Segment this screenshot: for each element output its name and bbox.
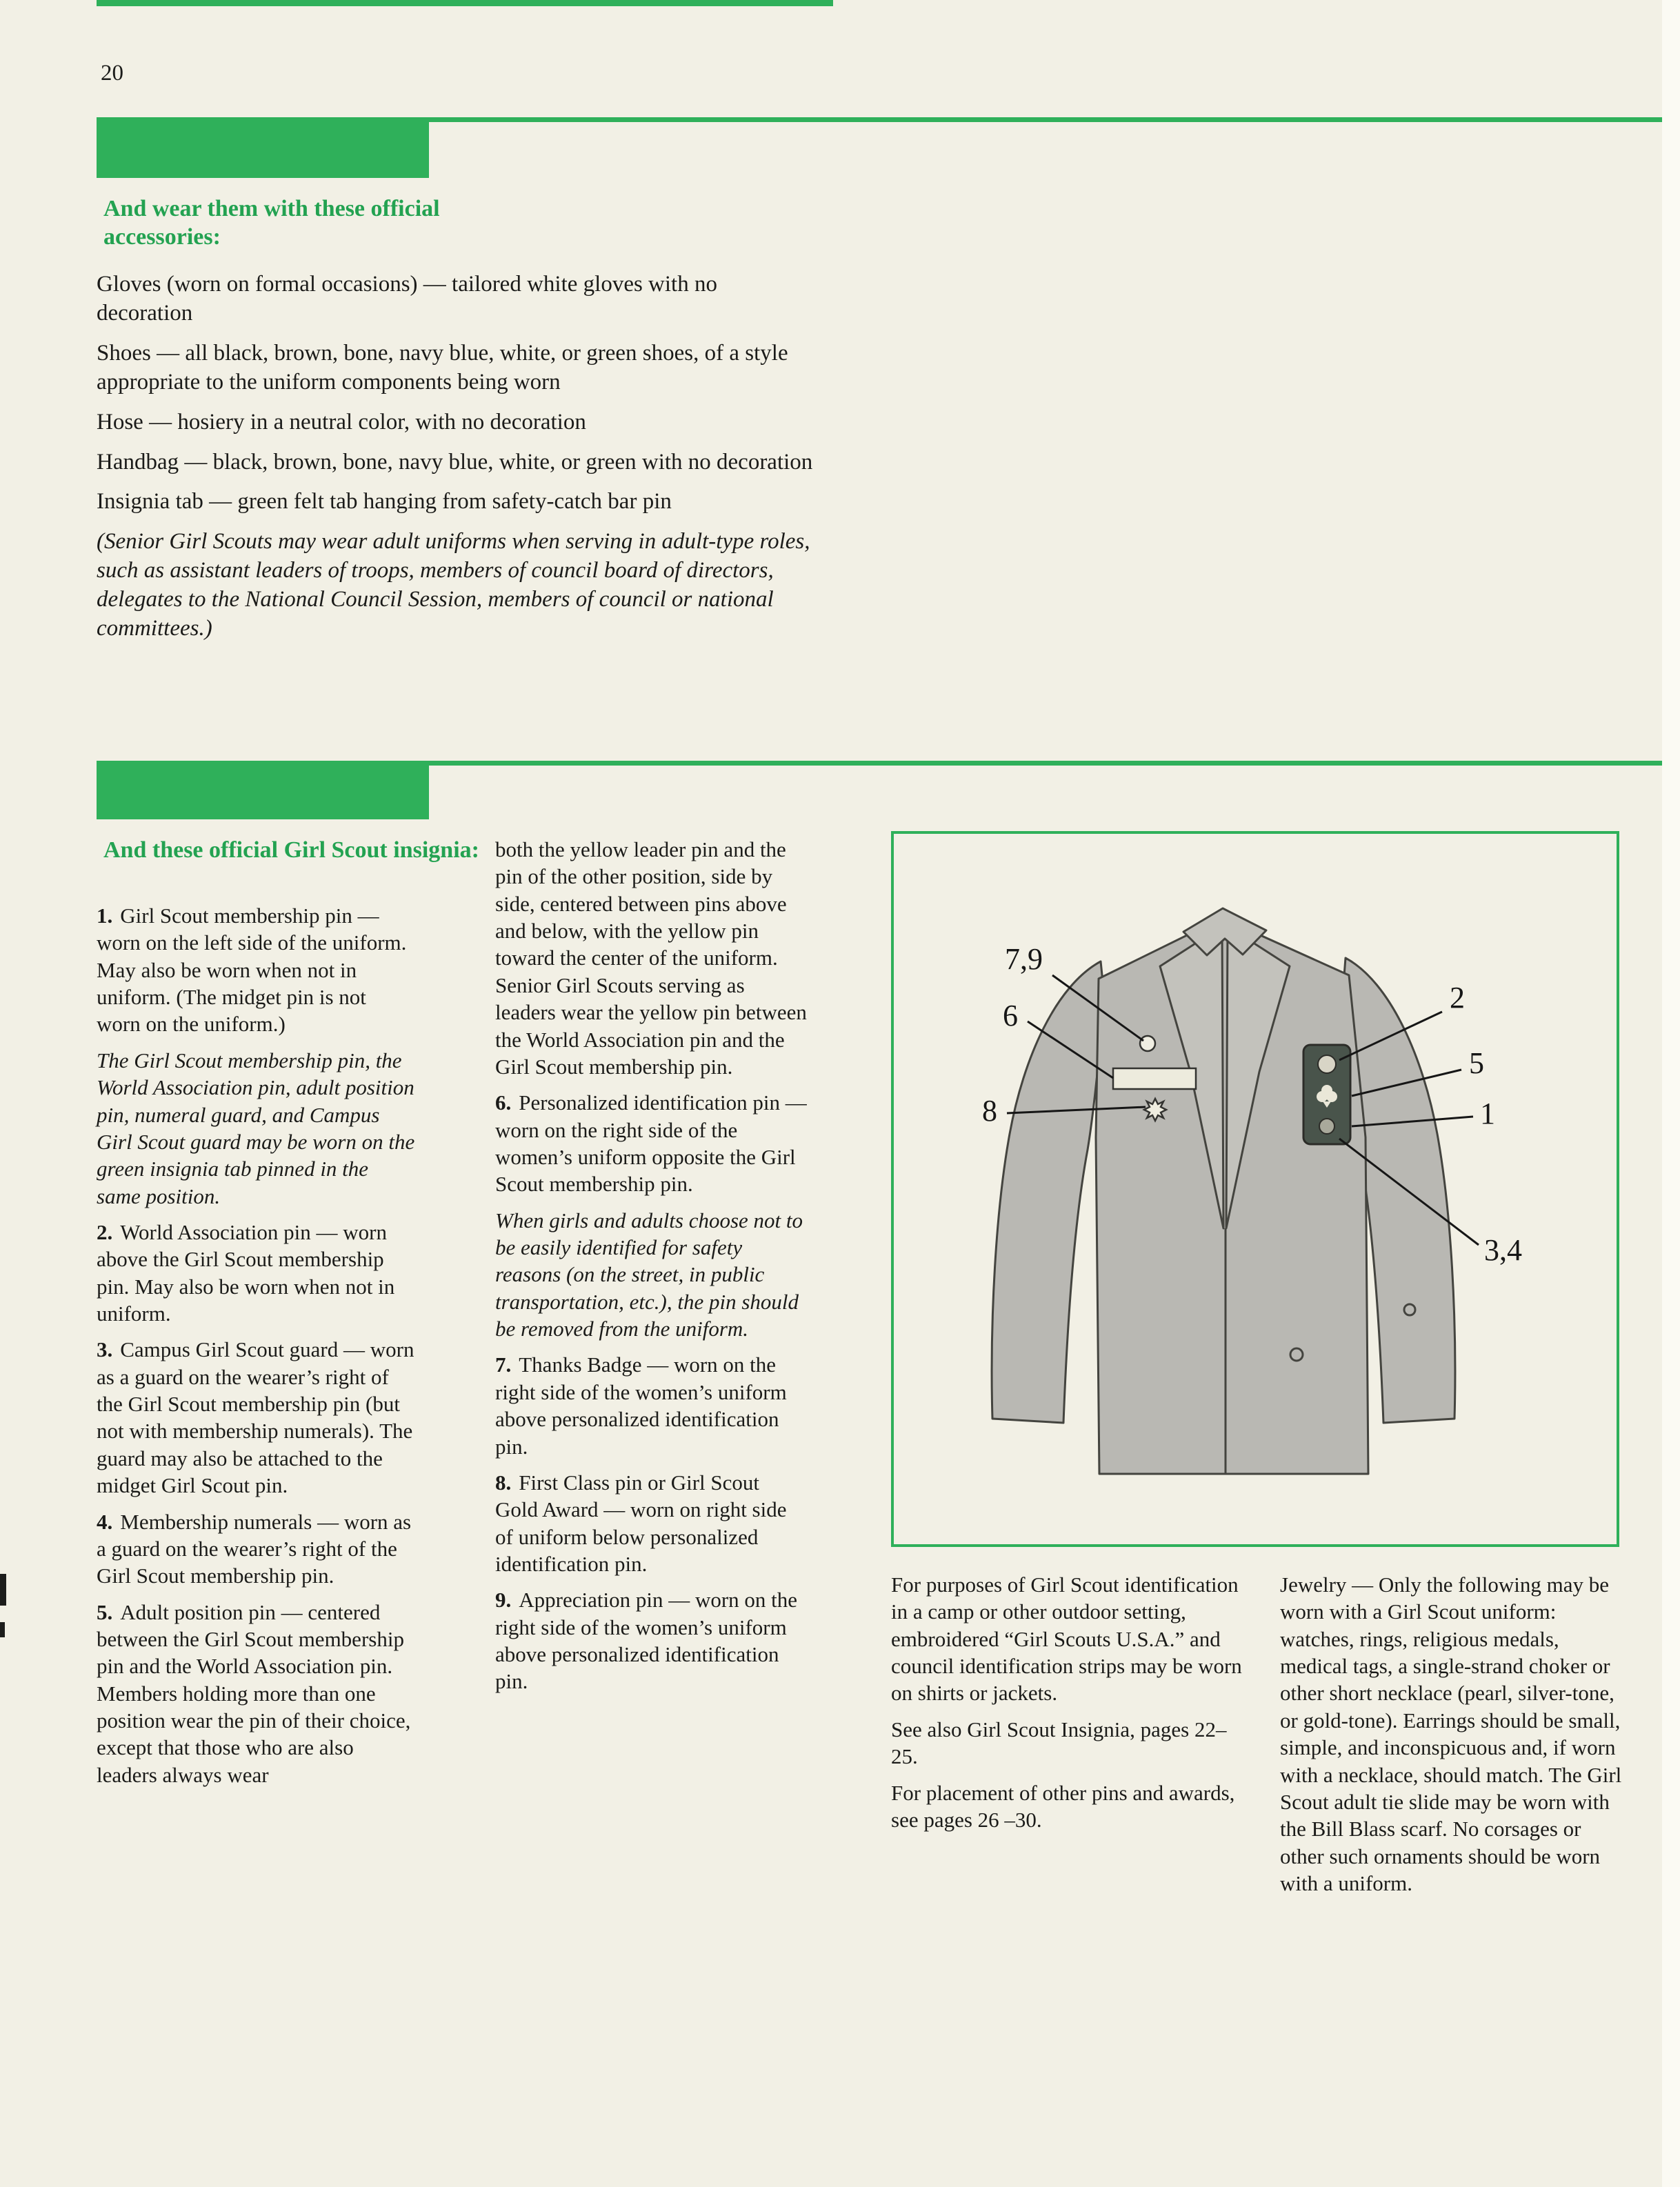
callout-label-2: 2 [1450,981,1465,1015]
insignia-item-8 [495,1469,807,1577]
insignia-column-1 [97,902,415,1788]
callout-label-1: 1 [1480,1097,1495,1130]
accessories-heading: And wear them with these official accessories: [103,196,440,250]
item-text: Appreciation pin — worn on the right side of the women’s uniform above personalized identification pin. [495,1588,798,1694]
insignia-item-4 [97,1508,415,1590]
item-number: 8. [495,1470,512,1495]
insignia-item-2 [97,1219,415,1327]
jacket-cuff-button [1404,1304,1415,1315]
safety-removal-note: When girls and adults choose not to be easily identified for safety reasons (on the street, in public transportation, etc.), the pin should be removed from the uniform. [495,1208,803,1341]
insignia-item-1 [97,902,415,1038]
item-number: 9. [495,1588,512,1612]
item-number: 3. [97,1337,113,1362]
item-text: Campus Girl Scout guard — worn as a guard on the wearer’s right of the Girl Scout membership pin (but not with membership numerals). The guard may also be attached to the midget Girl Scout pin. [97,1337,414,1498]
scan-artifact [0,1622,5,1637]
callout-label-34: 3,4 [1484,1233,1522,1267]
jacket-front-button [1290,1348,1303,1361]
insignia-tab-note: The Girl Scout membership pin, the World Association pin, adult position pin, numeral guard, and Campus Girl Scout guard may be worn on the green insignia tab pinned in the same position. [97,1048,415,1208]
hose-paragraph: Hose — hosiery in a neutral color, with no decoration [97,409,586,435]
section-bar-1 [97,117,429,178]
item-number: 1. [97,903,113,928]
item-text: Adult position pin — centered between the Girl Scout membership pin and the World Association pin. Members holding more than one position wear the pin of their choice, except that those who are also leaders always wear [97,1599,411,1787]
insignia-item-7 [495,1351,807,1459]
jewelry-column [1280,1571,1625,1897]
item-text: Thanks Badge — worn on the right side of the women’s uniform above personalized identification pin. [495,1352,787,1459]
item-number: 5. [97,1599,113,1624]
insignia-item-9 [495,1586,807,1695]
callout-label-5: 5 [1469,1046,1484,1080]
insignia-column-2 [495,836,807,1695]
item-text: World Association pin — worn above the Girl Scout membership pin. May also be worn when not in uniform. [97,1219,395,1326]
insignia-heading: And these official Girl Scout insignia: [103,837,479,863]
section-bar-2 [97,761,429,819]
scan-artifact [0,1574,6,1606]
item-number: 6. [495,1090,512,1115]
item-number: 7. [495,1352,512,1377]
thanks-appreciation-pin [1140,1036,1155,1051]
membership-pin [1319,1119,1334,1134]
callout-label-6: 6 [1003,999,1018,1032]
pins-right-chest [1303,1045,1350,1144]
callout-label-79: 7,9 [1005,942,1043,976]
insignia-tab-paragraph: Insignia tab — green felt tab hanging from safety-catch bar pin [97,489,672,515]
leader-pin-continuation: both the yellow leader pin and the pin of the other position, side by side, centered between pins above and below, with the yellow pin toward the center of the uniform. Senior Girl Scouts serving as leaders wear the yellow pin between the World Association pin and the Girl Scout membership pin. [495,837,807,1079]
jacket-figure-svg [894,834,1617,1544]
figure-notes-column [891,1571,1246,1833]
item-number: 4. [97,1509,113,1534]
camp-identification-paragraph: For purposes of Girl Scout identification in a camp or other outdoor setting, embroidered “Girl Scouts U.S.A.” and council identification strips may be worn on shirts or jackets. [891,1572,1242,1706]
shoes-paragraph: Shoes — all black, brown, bone, navy blue, white, or green shoes, of a style appropriate to the uniform components being worn [97,340,788,395]
insignia-placement-figure [891,831,1619,1547]
item-text: First Class pin or Girl Scout Gold Award — worn on right side of uniform below personalized identification pin. [495,1470,787,1576]
page-edge [1662,0,1680,2187]
see-also-paragraph: See also Girl Scout Insignia, pages 22–25. [891,1717,1227,1769]
item-number: 2. [97,1219,113,1244]
insignia-item-5 [97,1599,415,1789]
item-text: Personalized identification pin — worn on the right side of the women’s uniform opposite the Girl Scout membership pin. [495,1090,807,1197]
world-association-pin [1318,1055,1336,1073]
placement-paragraph: For placement of other pins and awards, see pages 26 –30. [891,1780,1235,1832]
insignia-item-6 [495,1089,807,1197]
first-class-pin [1144,1099,1166,1121]
senior-uniform-note: (Senior Girl Scouts may wear adult uniforms when serving in adult-type roles, such as assistant leaders of troops, members of council board of directors, delegates to the National Council Session, members of council or national committees.) [97,529,810,641]
accessories-list [97,270,814,643]
personalized-id-pin [1113,1068,1196,1089]
insignia-item-3 [97,1336,415,1499]
jewelry-paragraph: Jewelry — Only the following may be worn with a Girl Scout uniform: watches, rings, religious medals, medical tags, a single-strand choker or other short necklace (pearl, silver-tone, or gold-tone). Earrings should be small, simple, and inconspicuous and, if worn with a necklace, should match. The Girl Scout adult tie slide may be worn with the Bill Blass scarf. No corsages or other such ornaments should be worn with a uniform. [1280,1572,1622,1895]
handbag-paragraph: Handbag — black, brown, bone, navy blue, white, or green with no decoration [97,449,813,475]
gloves-paragraph: Gloves (worn on formal occasions) — tailored white gloves with no decoration [97,272,717,326]
page-number: 20 [101,61,123,86]
callout-label-8: 8 [982,1094,997,1128]
jacket-illustration [992,908,1455,1474]
top-edge-rule [97,0,833,6]
item-text: Girl Scout membership pin — worn on the left side of the uniform. May also be worn when not in uniform. (The midget pin is not worn on the uniform.) [97,903,407,1037]
item-text: Membership numerals — worn as a guard on the wearer’s right of the Girl Scout membership pin. [97,1509,412,1588]
